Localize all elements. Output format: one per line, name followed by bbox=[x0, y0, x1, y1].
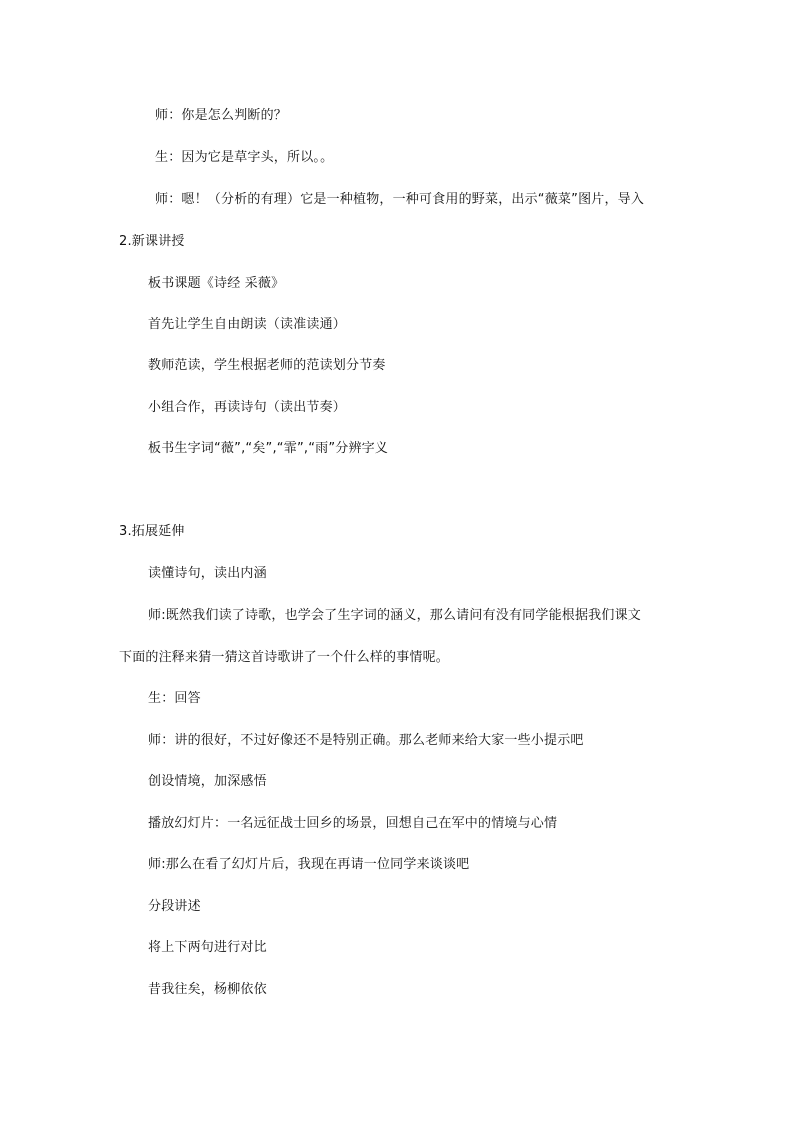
section3-line-teacher-question: 师:既然我们读了诗歌，也学会了生字词的涵义，那么请问有没有同学能根据我们课文 bbox=[148, 608, 641, 623]
section3-line-student-answer: 生：回答 bbox=[148, 691, 201, 706]
section-heading-extension: 3.拓展延伸 bbox=[119, 524, 185, 539]
section3-line-segment: 分段讲述 bbox=[148, 899, 201, 914]
section3-line-poem-verse: 昔我往矣，杨柳依依 bbox=[148, 982, 267, 997]
dialogue-line-teacher-intro: 师：嗯！（分析的有理）它是一种植物，一种可食用的野菜，出示“薇菜”图片，导入 bbox=[155, 192, 645, 207]
section3-line-teacher-question-cont: 下面的注释来猜一猜这首诗歌讲了一个什么样的事情呢。 bbox=[119, 650, 450, 665]
dialogue-line-teacher-question: 师：你是怎么判断的？ bbox=[155, 108, 288, 123]
section2-item-group-reading: 小组合作，再读诗句（读出节奏） bbox=[148, 400, 347, 415]
section3-line-teacher-followup: 师:那么在看了幻灯片后，我现在再请一位同学来谈谈吧 bbox=[148, 857, 470, 872]
section3-line-compare: 将上下两句进行对比 bbox=[148, 940, 267, 955]
section3-line-create-context: 创设情境，加深感悟 bbox=[148, 774, 267, 789]
section2-item-model-reading: 教师范读，学生根据老师的范读划分节奏 bbox=[148, 358, 386, 373]
section2-item-title: 板书课题《诗经 采薇》 bbox=[148, 276, 285, 291]
dialogue-line-student-answer: 生：因为它是草字头，所以。。 bbox=[155, 150, 334, 165]
section2-item-vocabulary: 板书生字词“薇”,“矣”,“霏”,“雨”分辨字义 bbox=[148, 441, 389, 456]
section3-line-understand: 读懂诗句，读出内涵 bbox=[148, 566, 267, 581]
section3-line-slideshow: 播放幻灯片：一名远征战士回乡的场景，回想自己在军中的情境与心情 bbox=[148, 816, 558, 831]
section-heading-new-lesson: 2.新课讲授 bbox=[119, 234, 185, 249]
section3-line-teacher-hint: 师：讲的很好，不过好像还不是特别正确。那么老师来给大家一些小提示吧 bbox=[148, 733, 584, 748]
section2-item-free-reading: 首先让学生自由朗读（读准读通） bbox=[148, 317, 347, 332]
